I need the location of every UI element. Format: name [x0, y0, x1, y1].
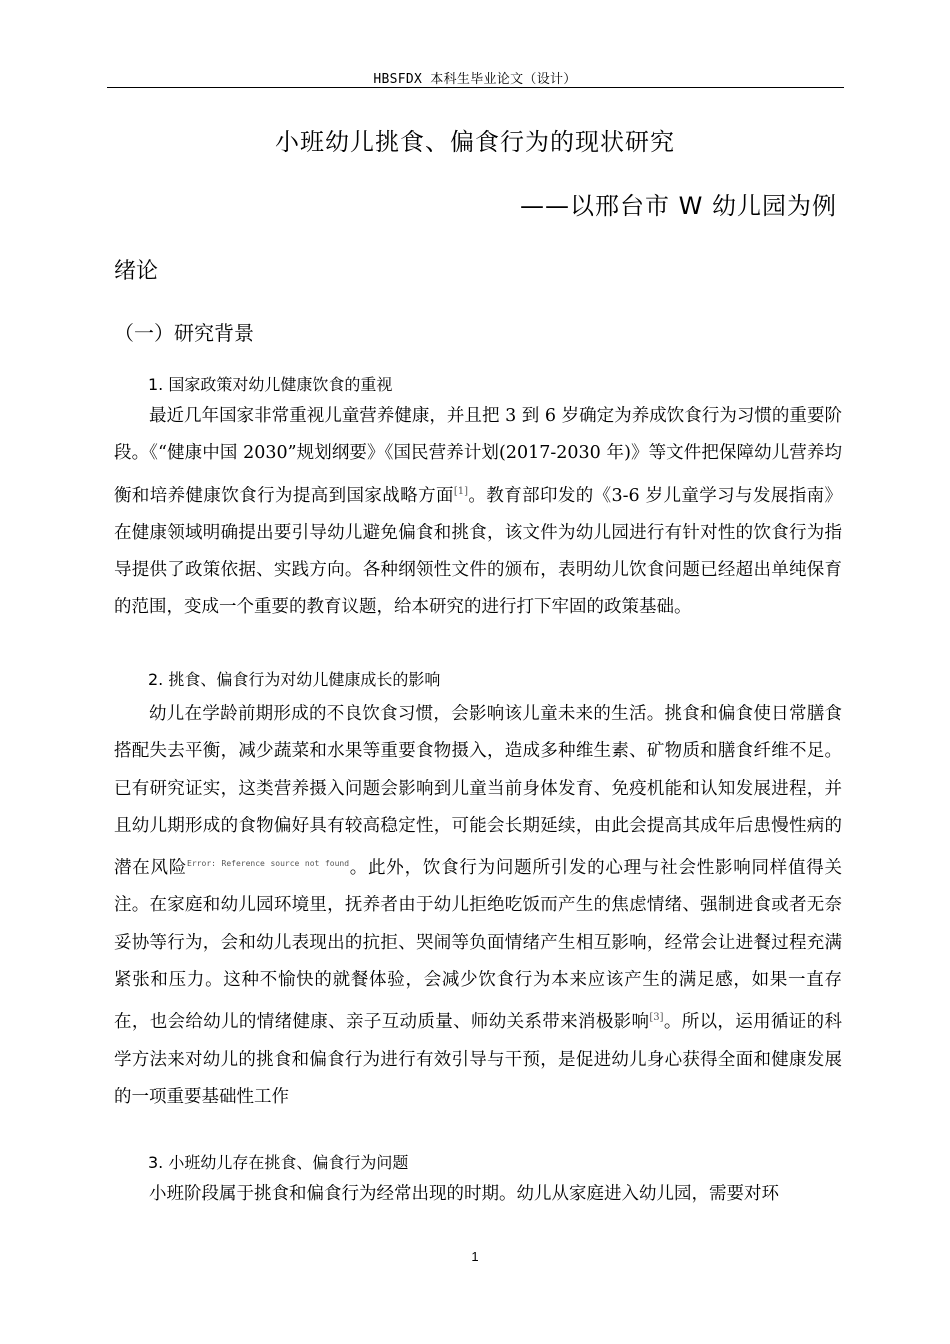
section-3-paragraph [114, 1176, 842, 1213]
citation-1: [1] [453, 485, 469, 497]
page-number: 1 [471, 1249, 479, 1264]
paper-subtitle: ——以邢台市 W 幼儿园为例 [520, 192, 837, 220]
paper-title: 小班幼儿挑食、偏食行为的现状研究 [275, 128, 675, 156]
citation-3: [3] [649, 1012, 664, 1024]
paragraph-text: 。此外，饮食行为问题所引发的心理与社会性影响同样值得关注。在家庭和幼儿园环境里，抚养者由于幼儿拒绝吃饭而产生的焦虑情绪、强制进食或者无奈妥协等行为，会和幼儿表现出的抗拒、哭闹等负面情绪产生相互影响，经常会让进餐过程充满紧张和压力。这种不愉快的就餐体验，会减少饮食行为本来应该产生的满足感，如果一直存在，也会给幼儿的情绪健康、亲子互动质量、师幼关系带来消极影响 [114, 858, 843, 1033]
section-1-paragraph [114, 398, 842, 627]
header-rule [107, 87, 844, 88]
paragraph-text: 最近几年国家非常重视儿童营养健康，并且把 3 到 6 岁确定为养成饮食行为习惯的重要阶段。《“健康中国 2030”规划纲要》《国民营养计划(2017-2030 年)》等文件把保障幼儿营养均衡和培养健康饮食行为提高到国家战略方面 [114, 406, 842, 506]
reference-error: Error: Reference source not found [187, 859, 350, 869]
intro-heading: 绪论 [114, 259, 159, 284]
section-3-heading: 3. 小班幼儿存在挑食、偏食行为问题 [148, 1153, 409, 1172]
paragraph-text: 。教育部印发的《3-6 岁儿童学习与发展指南》在健康领域明确提出要引导幼儿避免偏食和挑食，该文件为幼儿园进行有针对性的饮食行为指导提供了政策依据、实践方向。各种纲领性文件的颁布，表明幼儿饮食问题已经超出单纯保育的范围，变成一个重要的教育议题，给本研究的进行打下牢固的政策基础。 [114, 485, 843, 618]
section-1-heading: 1. 国家政策对幼儿健康饮食的重视 [148, 375, 393, 394]
running-header: HBSFDX 本科生毕业论文（设计） [373, 72, 577, 87]
paragraph-text: 幼儿在学龄前期形成的不良饮食习惯，会影响该儿童未来的生活。挑食和偏食使日常膳食搭配失去平衡，减少蔬菜和水果等重要食物摄入，造成多种维生素、矿物质和膳食纤维不足。已有研究证实，这类营养摄入问题会影响到儿童当前身体发育、免疫机能和认知发展进程，并且幼儿期形成的食物偏好具有较高稳定性，可能会长期延续，由此会提高其成年后患慢性病的潜在风险 [114, 704, 842, 879]
section-2-heading: 2. 挑食、偏食行为对幼儿健康成长的影响 [148, 670, 441, 689]
paragraph-text: 小班阶段属于挑食和偏食行为经常出现的时期。幼儿从家庭进入幼儿园，需要对环 [149, 1184, 779, 1204]
background-heading: （一）研究背景 [114, 321, 254, 345]
section-2-paragraph [114, 696, 842, 1116]
paragraph-text: 。所以，运用循证的科学方法来对幼儿的挑食和偏食行为进行有效引导与干预，是促进幼儿身心获得全面和健康发展的一项重要基础性工作 [114, 1012, 843, 1107]
